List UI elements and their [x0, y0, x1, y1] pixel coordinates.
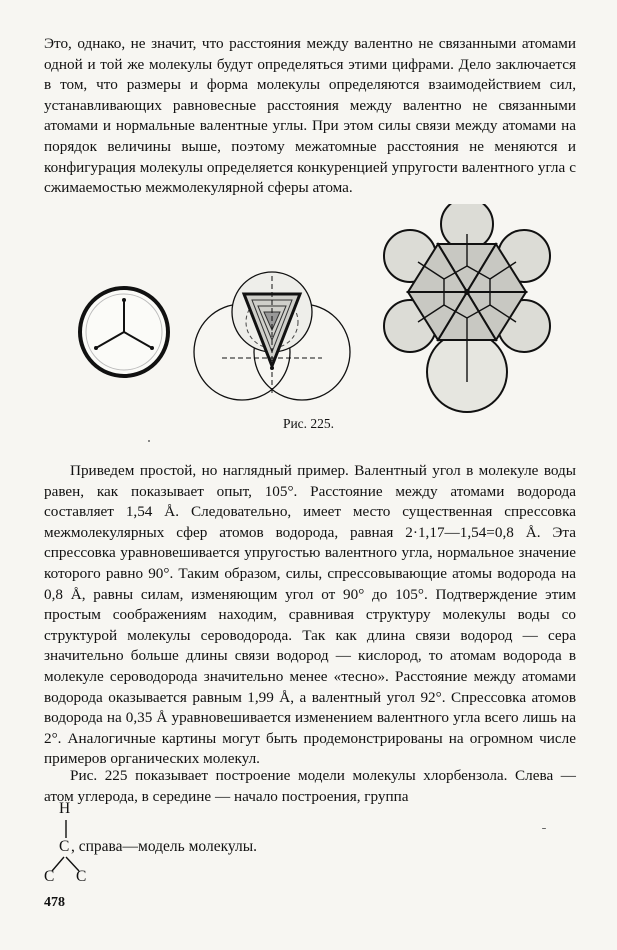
chem-trailing-text: , справа—модель молекулы.	[71, 838, 257, 855]
chem-carbon-right: C	[76, 868, 87, 885]
paragraph-3: Рис. 225 показывает построение модели молекулы хлорбензола. Слева — атом углерода, в середине — начало построения, группа	[44, 767, 576, 805]
figure-chlorobenzene-model	[380, 204, 554, 416]
chem-bond-vertical	[62, 818, 70, 840]
chem-hydrogen: H	[59, 800, 71, 817]
chem-carbon-left: C	[44, 868, 55, 885]
print-speck	[542, 828, 546, 829]
figure-caption: Рис. 225.	[282, 416, 335, 431]
paragraph-1: Это, однако, не значит, что расстояния между валентно не связанными атомами одной и той же молекулы будут определяться этими цифрами. Дело заключается в том, что размеры и форма молекулы определяются взаимодействием сил, устанавливающих равновесные расстояния между валентно не связанными атомами и нормальные валентные углы. При этом силы связи между атомами на порядок величины выше, поэтому межатомные расстояния не меняются и конфигурация молекулы определяется конкуренцией упругости валентного угла с сжимаемостью межмолекулярной сферы атома.	[44, 35, 576, 197]
paragraph-2: Приведем простой, но наглядный пример. Валентный угол в молекуле воды равен, как показывает опыт, 105°. Расстояние между атомами водорода составляет 1,54 Å. Следовательно, имеет место существенная спрессовка межмолекулярных сфер атомов водорода, равная 2·1,17—1,54=0,8 Å. Эта спрессовка уравновешивается упругостью валентного угла, нормальное значение которого равно 90°. Таким образом, силы, спрессовывающие атомы водорода на 0,8 Å, равны силам, изменяющим угол от 90° до 105°. Подтверждение этим простым соображениям находим, сравнивая структуру молекулы воды со структурой молекулы сероводорода. Так как длина связи водород — сера значительно больше длины связи водород — кислород, то атомам водорода в молекуле сероводорода значительно менее «тесно». Расстояние между атомами водорода оказывается равным 1,99 Å, а валентный угол 92°. Спрессовка атомов водорода на 0,35 Å уравновешивается изменением валентного угла всего лишь на 2°. Аналогичные картины могут быть продемонстрированы на огромном числе примеров органических молекул.	[44, 462, 576, 768]
page-number: 478	[44, 895, 65, 910]
figure-construction-start	[192, 268, 352, 404]
chem-carbon-center: C	[59, 838, 70, 855]
figure-carbon-atom	[76, 284, 172, 380]
print-speck	[148, 440, 150, 442]
